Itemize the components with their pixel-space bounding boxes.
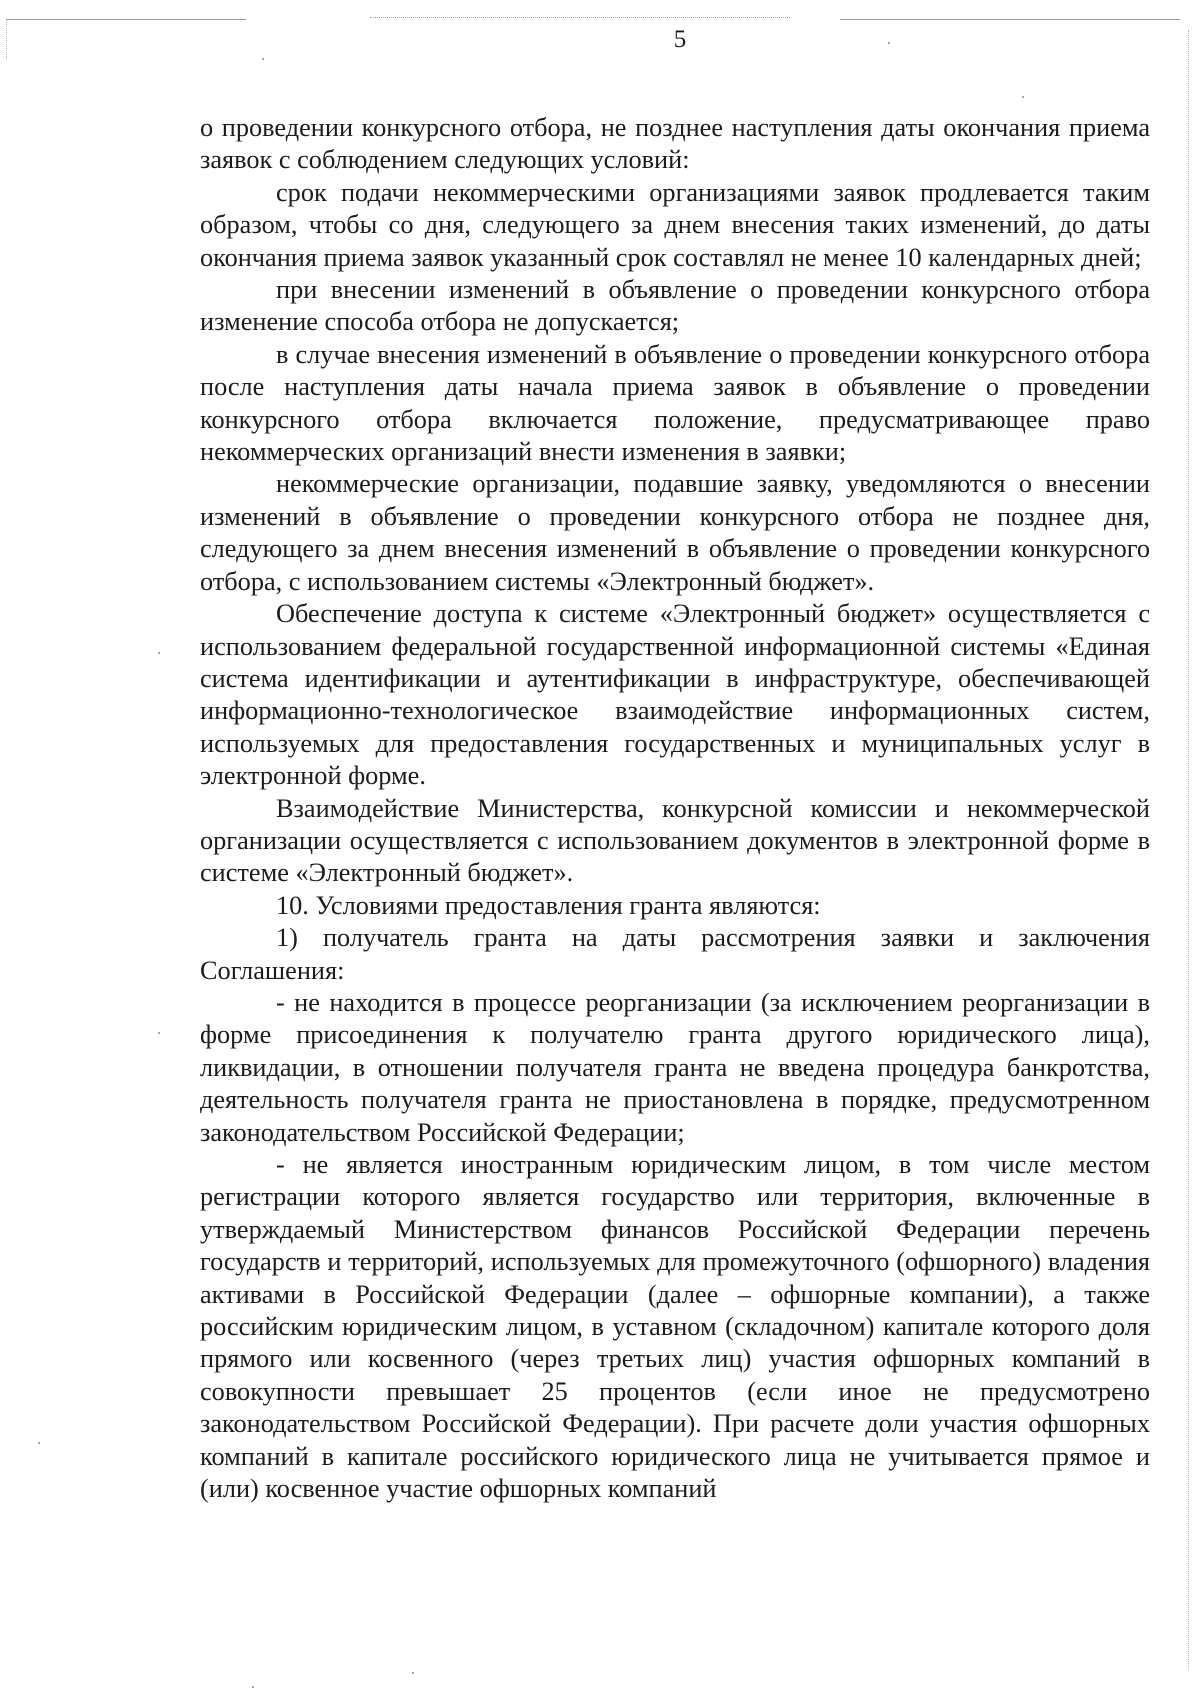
paragraph-7: Взаимодействие Министерства, конкурсной комиссии и некоммерческой организации осуществляется с использованием документов в электронной форме в системе «Электронный бюджет». [200,793,1150,888]
paragraph-3: при внесении изменений в объявление о проведении конкурсного отбора изменение способа отбора не допускается; [200,275,1150,337]
document-body [200,112,1150,1505]
paragraph-2: срок подачи некоммерческими организациями заявок продлевается таким образом, чтобы со дня, следующего за днем внесения таких изменений, до даты окончания приема заявок указанный срок составлял не менее 10 календарных дней; [200,177,1150,272]
scan-border-right [1188,30,1189,1670]
scan-speck [1022,96,1024,98]
scan-border-top-left [6,19,246,20]
paragraph-8: 10. Условиями предоставления гранта являются: [276,890,821,920]
paragraph-11: - не является иностранным юридическим лицом, в том числе местом регистрации которого является государство или территория, включенные в утверждаемый Министерством финансов Российской Федерации перечень государств и территорий, используемых для промежуточного (офшорного) владения активами в Российской Федерации (далее – офшорные компании), а также российским юридическим лицом, в уставном (складочном) капитале которого доля прямого или косвенного (через третьих лиц) участия офшорных компаний в совокупности превышает 25 процентов (если иное не предусмотрено законодательством Российской Федерации). При расчете доли участия офшорных компаний в капитале российского юридического лица не учитывается прямое и (или) косвенное участие офшорных компаний [200,1150,1150,1504]
page-number: 5 [673,26,687,53]
scan-border-top-middle [370,17,790,18]
scan-speck [158,1032,160,1034]
scan-speck [38,1442,40,1444]
paragraph-10: - не находится в процессе реорганизации (за исключением реорганизации в форме присоединения к получателю гранта другого юридического лица), ликвидации, в отношении получателя гранта не введена процедура банкротства, деятельность получателя гранта не приостановлена в порядке, предусмотренном законодательством Российской Федерации; [200,987,1150,1147]
paragraph-9: 1) получатель гранта на даты рассмотрения заявки и заключения Соглашения: [200,923,1150,985]
scan-speck [412,1672,414,1674]
paragraph-4: в случае внесения изменений в объявление о проведении конкурсного отбора после наступления даты начала приема заявок в объявление о проведении конкурсного отбора включается положение, предусматривающее право некоммерческих организаций внести изменения в заявки; [200,339,1150,467]
scan-speck [158,652,160,654]
scan-border-top-right [840,19,1180,20]
paragraph-5: некоммерческие организации, подавшие заявку, уведомляются о внесении изменений в объявление о проведении конкурсного отбора не позднее дня, следующего за днем внесения изменений в объявление о проведении конкурсного отбора, с использованием системы «Электронный бюджет». [200,469,1150,596]
scan-speck [252,1686,254,1688]
paragraph-6: Обеспечение доступа к системе «Электронный бюджет» осуществляется с использованием федеральной государственной информационной системы «Единая система идентификации и аутентификации в инфраструктуре, обеспечивающей информационно-технологическое взаимодействие информационных систем, используемых для предоставления государственных и муниципальных услуг в электронной форме. [200,599,1150,791]
scan-speck [262,58,264,60]
paragraph-1: о проведении конкурсного отбора, не позднее наступления даты окончания приема заявок с соблюдением следующих условий: [200,113,1150,175]
